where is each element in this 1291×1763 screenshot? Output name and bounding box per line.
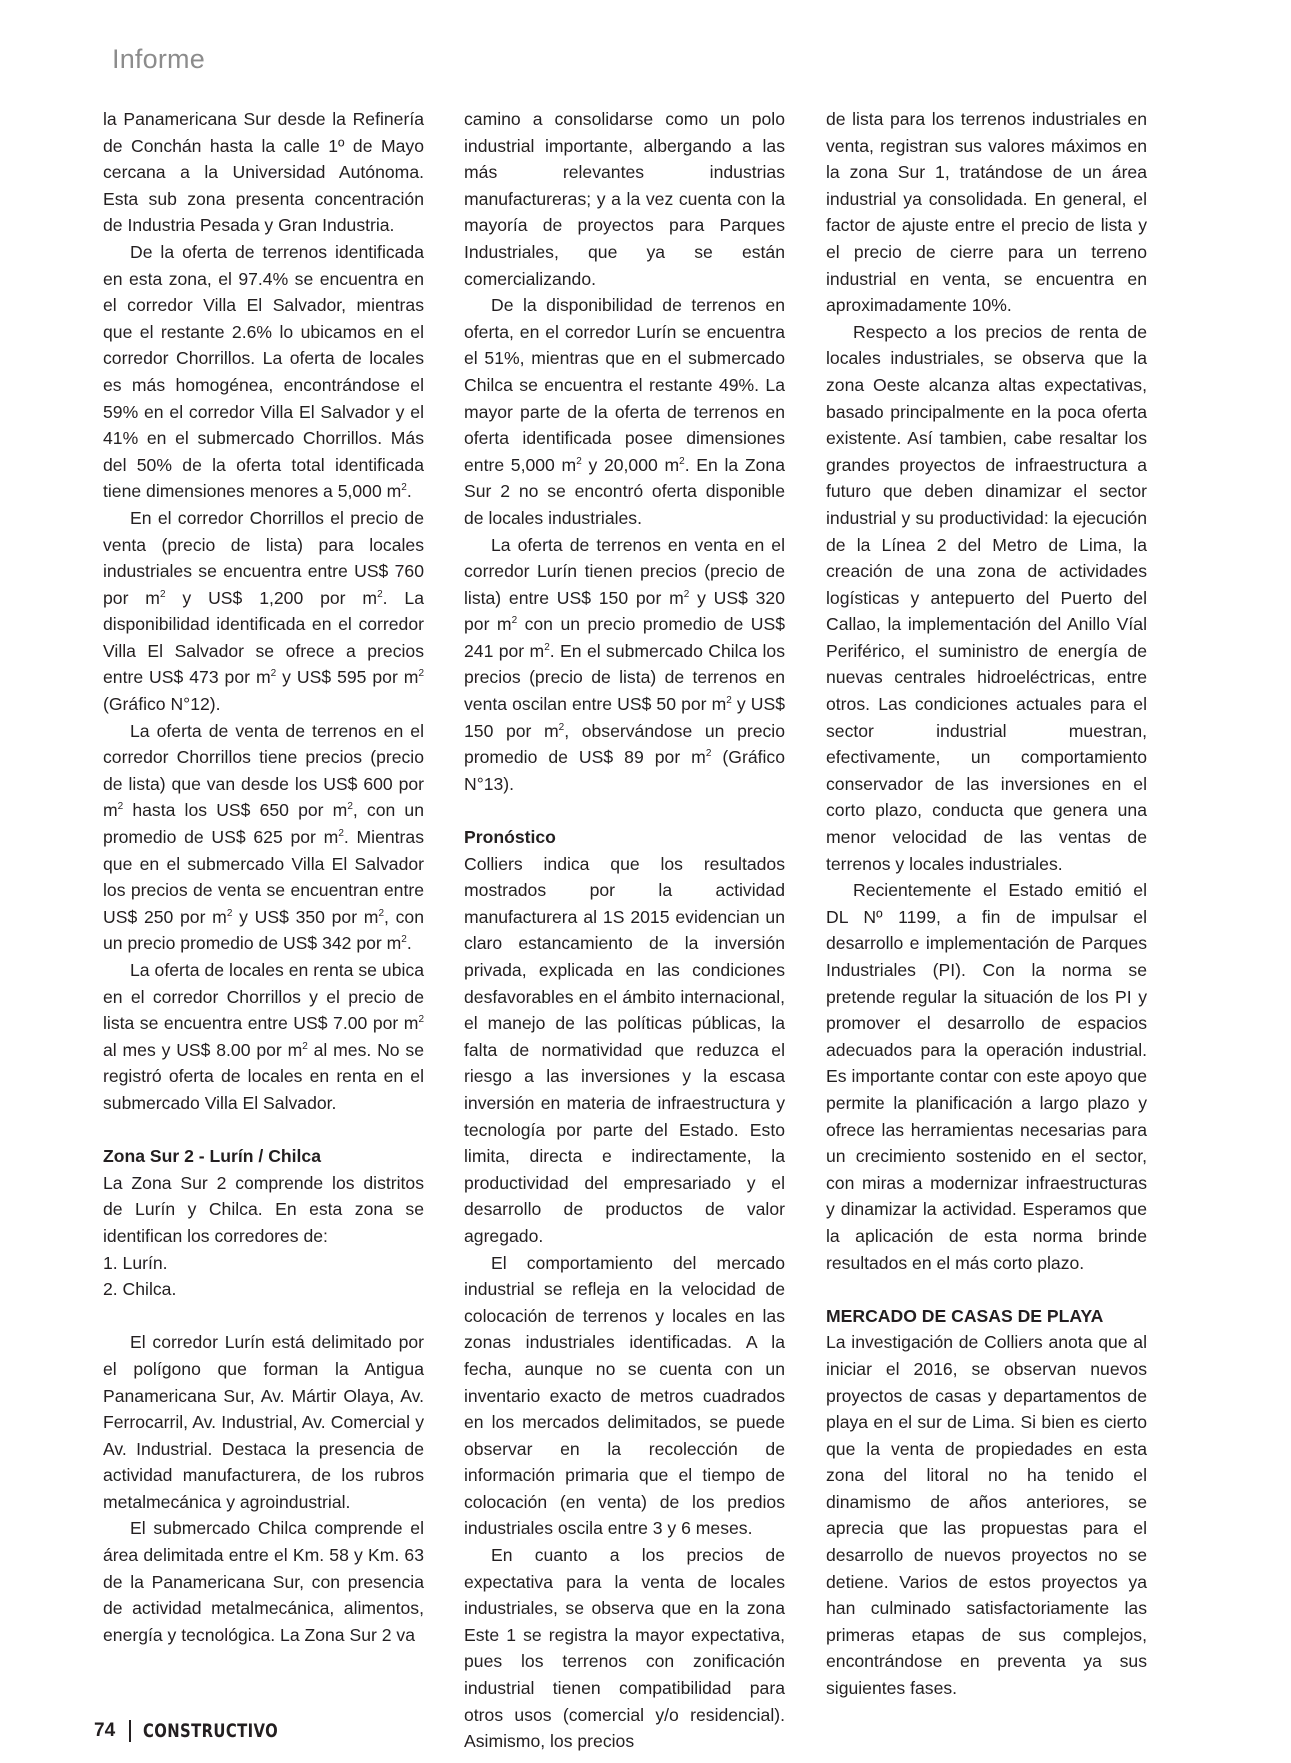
page-number: 74 — [94, 1720, 116, 1741]
column-3 — [826, 106, 1147, 1702]
section-header: Informe — [112, 44, 205, 74]
paragraph: camino a consolidarse como un polo industrial importante, albergando a las más relevantes industrias manufactureras; y a la vez cuenta con la mayoría de proyectos para Parques Industriales, que ya se están comercializando. — [464, 109, 785, 289]
list-item: 2. Chilca. — [103, 1279, 177, 1300]
paragraph: Respecto a los precios de renta de locales industriales, se observa que la zona Oeste alcanza altas expectativas, basado principalmente en la poca oferta existente. Así tambien, cabe resaltar los grandes proyectos de infraestructura a futuro que deben dinamizar el sector industrial y su productividad: la ejecución de la Línea 2 del Metro de Lima, la creación de una zona de actividades logísticas y antepuerto del Puerto del Callao, la implementación del Anillo Víal Periférico, el suministro de energía de nuevas centrales hidroeléctricas, entre otros. Las condiciones actuales para el sector industrial muestran, efectivamente, un comportamiento conservador de las inversiones en el corto plazo, conducta que genera una menor velocidad de las ventas de terrenos y locales industriales. — [826, 321, 1147, 874]
section-heading: MERCADO DE CASAS DE PLAYA — [826, 1305, 1104, 1326]
section-heading: Zona Sur 2 - Lurín / Chilca — [103, 1146, 321, 1167]
section-heading: Pronóstico — [464, 827, 556, 848]
paragraph: La Zona Sur 2 comprende los distritos de Lurín y Chilca. En esta zona se identifican los corredores de: — [103, 1172, 424, 1246]
paragraph: La oferta de terrenos en venta en el corredor Lurín tienen precios (precio de lista) entre US$ 150 por $m^2$ y US$ 320 por $m^2$ con un precio promedio de US$ 241 por $m^2$. En el submercado Chilca los precios (precio de lista) de terrenos en venta oscilan entre US$ 50 por $m^2$ y US$ 150 por $m^2$, observándose un precio promedio de US$ 89 por $m^2$ (Gráfico N°13). — [464, 534, 785, 794]
paragraph: El submercado Chilca comprende el área delimitada entre el Km. 58 y Km. 63 de la Panamericana Sur, con presencia de actividad metalmecánica, alimentos, energía y tecnológica. La Zona Sur 2 va — [103, 1518, 424, 1645]
paragraph: Recientemente el Estado emitió el DL Nº 1199, a fin de impulsar el desarrollo e implementación de Parques Industriales (PI). Con la norma se pretende regular la situación de los PI y promover el desarrollo de espacios adecuados para la operación industrial. Es importante contar con este apoyo que permite la planificación a largo plazo y ofrece las herramientas necesarias para un crecimiento sostenido en el sector, con miras a modernizar infraestructuras y dinamizar la actividad. Esperamos que la aplicación de esta norma brinde resultados en el más corto plazo. — [826, 880, 1147, 1273]
paragraph: Colliers indica que los resultados mostrados por la actividad manufacturera al 1S 2015 evidencian un claro estancamiento de la inversión privada, explicada en las condiciones desfavorables en el ámbito internacional, el manejo de las políticas públicas, la falta de normatividad que reduzca el riesgo a las inversiones y la escasa inversión en materia de infraestructura y tecnología por parte del Estado. Esto limita, directa e indirectamente, la productividad del empresariado y el desarrollo de productos de valor agregado. — [464, 853, 785, 1246]
paragraph: La oferta de locales en renta se ubica en el corredor Chorrillos y el precio de lista se encuentra entre US$ 7.00 por $m^2$ al mes y US$ 8.00 por $m^2$ al mes. No se registró oferta de locales en renta en el submercado Villa El Salvador. — [103, 960, 424, 1113]
column-1 — [103, 106, 424, 1648]
paragraph: De la oferta de terrenos identificada en esta zona, el 97.4% se encuentra en el corredor Villa El Salvador, mientras que el restante 2.6% lo ubicamos en el corredor Chorrillos. La oferta de locales es más homogénea, encontrándose el 59% en el corredor Villa El Salvador y el 41% en el submercado Chorrillos. Más del 50% de la oferta total identificada tiene dimensiones menores a 5,000 $m^2$. — [103, 241, 424, 502]
paragraph: La investigación de Colliers anota que al iniciar el 2016, se observan nuevos proyectos de casas y departamentos de playa en el sur de Lima. Si bien es cierto que la venta de propiedades en esta zona del litoral no ha tenido el dinamismo de años anteriores, se aprecia que las propuestas para el desarrollo de nuevos proyectos no se detiene. Varios de estos proyectos ya han culminado satisfactoriamente las primeras etapas de sus complejos, encontrándose en preventa ya sus siguientes fases. — [826, 1332, 1147, 1699]
footer-divider — [129, 1720, 131, 1742]
list-item: 1. Lurín. — [103, 1252, 168, 1273]
paragraph: En cuanto a los precios de expectativa para la venta de locales industriales, se observa que en la zona Este 1 se registra la mayor expectativa, pues los terrenos con zonificación industrial tienen compatibilidad para otros usos (comercial y/o residencial). Asimismo, los precios — [464, 1545, 785, 1752]
paragraph: En el corredor Chorrillos el precio de venta (precio de lista) para locales industriales se encuentra entre US$ 760 por $m^2$ y US$ 1,200 por $m^2$. La disponibilidad identificada en el corredor Villa El Salvador se ofrece a precios entre US$ 473 por $m^2$ y US$ 595 por $m^2$ (Gráfico N°12). — [103, 507, 424, 715]
paragraph: La oferta de venta de terrenos en el corredor Chorrillos tiene precios (precio de lista) que van desde los US$ 600 por $m^2$ hasta los US$ 650 por $m^2$, con un promedio de US$ 625 por $m^2$. Mientras que en el submercado Villa El Salvador los precios de venta se encuentran entre US$ 250 por $m^2$ y US$ 350 por $m^2$, con un precio promedio de US$ 342 por $m^2$. — [103, 720, 424, 954]
paragraph: de lista para los terrenos industriales en venta, registran sus valores máximos en la zona Sur 1, tratándose de un área industrial ya consolidada. En general, el factor de ajuste entre el precio de lista y el precio de cierre para un terreno industrial en venta, se encuentra en aproximadamente 10%. — [826, 109, 1147, 316]
paragraph: la Panamericana Sur desde la Refinería de Conchán hasta la calle 1º de Mayo cercana a la Universidad Autónoma. Esta sub zona presenta concentración de Industria Pesada y Gran Industria. — [103, 109, 424, 236]
paragraph: El comportamiento del mercado industrial se refleja en la velocidad de colocación de terrenos y locales en las zonas industriales identificadas. A la fecha, aunque no se cuenta con un inventario exacto de metros cuadrados en los mercados delimitados, se puede observar en la recolección de información primaria que el tiempo de colocación (en venta) de los predios industriales oscila entre 3 y 6 meses. — [464, 1252, 785, 1539]
paragraph: De la disponibilidad de terrenos en oferta, en el corredor Lurín se encuentra el 51%, mientras que en el submercado Chilca se encuentra el restante 49%. La mayor parte de la oferta de terrenos en oferta identificada posee dimensiones entre 5,000 $m^2$ y 20,000 $m^2$. En la Zona Sur 2 no se encontró oferta disponible de locales industriales. — [464, 295, 785, 528]
publication-name: CONSTRUCTIVO — [143, 1720, 279, 1742]
paragraph: El corredor Lurín está delimitado por el polígono que forman la Antigua Panamericana Sur, Av. Mártir Olaya, Av. Ferrocarril, Av. Industrial, Av. Comercial y Av. Industrial. Destaca la presencia de actividad manufacturera, de los rubros metalmecánica y agroindustrial. — [103, 1332, 424, 1512]
page-footer — [94, 1718, 316, 1744]
column-2 — [464, 106, 785, 1755]
